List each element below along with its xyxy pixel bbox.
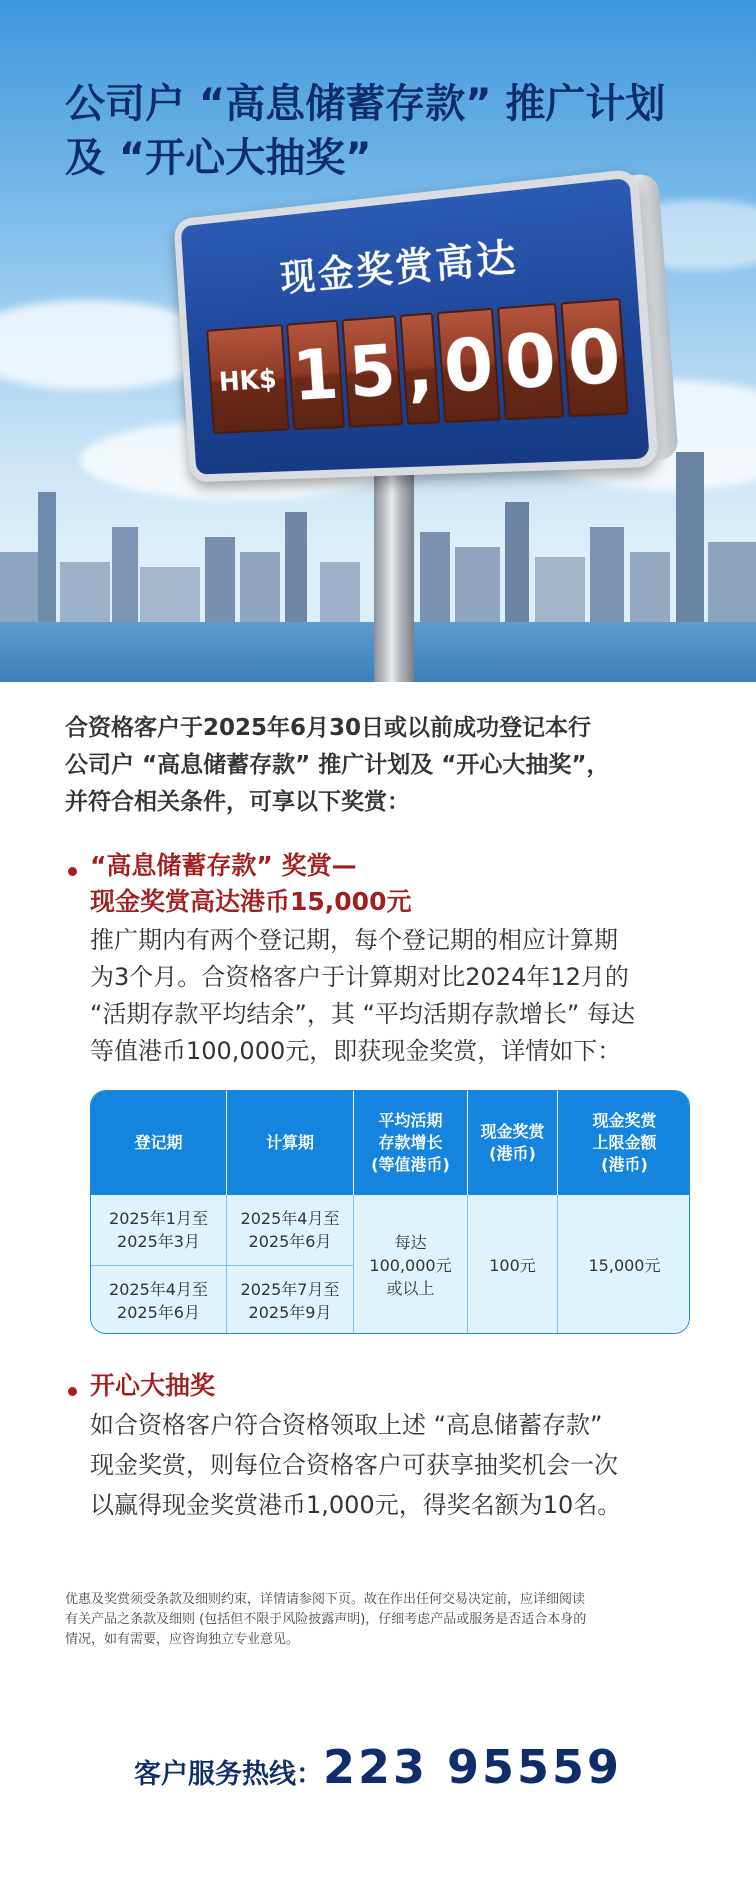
bullet-dot-icon [68,867,77,876]
billboard-sign [173,168,659,482]
body-line: “活期存款平均结余”，其 “平均活期存款增长” 每达 [90,1000,635,1028]
sign-face [173,168,659,482]
table-cell-calc: 2025年7月至 2025年9月 [227,1266,353,1334]
sign-heading: 现金奖赏高达 [279,234,520,300]
table-divider [226,1091,227,1195]
table-divider [91,1265,353,1266]
body-line: 推广期内有两个登记期，每个登记期的相应计算期 [90,926,618,954]
section-body-deposit [90,922,700,1070]
sign-amount [206,298,628,434]
section-heading-line: 开心大抽奖 [90,1371,216,1400]
table-cell-reward: 100元 [468,1195,557,1334]
table-divider [353,1195,354,1334]
reward-table [90,1090,690,1334]
section-heading-lucky-draw [90,1368,215,1404]
sign-digit: , [399,312,440,424]
disclaimer-line: 优惠及奖赏须受条款及细则约束，详情请参阅下页。故在作出任何交易决定前，应详细阅读 [65,1592,586,1607]
customer-hotline [0,1740,756,1794]
section-heading-line: “高息储蓄存款” 奖赏— [90,851,357,880]
sign-digit: 0 [497,303,564,420]
hotline-number[interactable]: 223 95559 [322,1740,623,1794]
intro-paragraph [65,710,705,821]
intro-line: 公司户 “高息储蓄存款” 推广计划及 “开心大抽奖”， [65,752,610,778]
disclaimer-line: 有关产品之条款及细则 (包括但不限于风险披露声明)，仔细考虑产品或服务是否适合本身的 [65,1612,587,1627]
table-cell-cap: 15,000元 [558,1195,690,1334]
sign-pole [374,470,414,682]
title-line-2: 及 “开心大抽奖” [65,134,372,181]
table-divider [467,1091,468,1195]
intro-line: 合资格客户于2025年6月30日或以前成功登记本行 [65,715,592,741]
table-header-register: 登记期 [91,1091,226,1195]
bullet-dot-icon [68,1387,77,1396]
body-line: 等值港币100,000元，即获现金奖赏，详情如下： [90,1037,622,1065]
table-header-reward: 现金奖赏 (港币) [468,1091,557,1195]
table-header-growth: 平均活期 存款增长 (等值港币) [354,1091,467,1195]
hero-banner [0,0,756,682]
body-line: 以赢得现金奖赏港币1,000元，得奖名额为10名。 [90,1491,622,1519]
table-cell-register: 2025年1月至 2025年3月 [91,1195,226,1265]
table-header-calc: 计算期 [227,1091,353,1195]
table-header-cap: 现金奖赏 上限金额 (港币) [558,1091,690,1195]
body-line: 为3个月。合资格客户于计算期对比2024年12月的 [90,963,629,991]
table-cell-calc: 2025年4月至 2025年6月 [227,1195,353,1265]
disclaimer [65,1590,705,1650]
sign-currency: HK$ [206,324,289,434]
intro-line: 并符合相关条件，可享以下奖赏： [65,789,410,815]
sign-digit: 0 [560,298,629,417]
section-heading-deposit [90,848,411,920]
sign-digit: 0 [437,308,501,423]
sign-digit: 1 [286,320,345,430]
table-divider [557,1195,558,1334]
section-heading-line: 现金奖赏高达港币15,000元 [90,887,412,916]
table-divider [467,1195,468,1334]
table-cell-growth: 每达 100,000元 或以上 [354,1195,467,1334]
title-line-1: 公司户 “高息储蓄存款” 推广计划 [65,81,666,127]
hotline-label: 客户服务热线： [133,1759,323,1790]
table-divider [353,1091,354,1195]
disclaimer-line: 情况，如有需要，应咨询独立专业意见。 [65,1632,300,1647]
body-line: 如合资格客户符合资格领取上述 “高息储蓄存款” [90,1411,603,1439]
table-cell-register: 2025年4月至 2025年6月 [91,1266,226,1334]
sign-digit: 5 [342,315,403,427]
table-divider [557,1091,558,1195]
section-body-lucky-draw [90,1405,700,1525]
body-line: 现金奖赏，则每位合资格客户可获享抽奖机会一次 [90,1451,618,1479]
